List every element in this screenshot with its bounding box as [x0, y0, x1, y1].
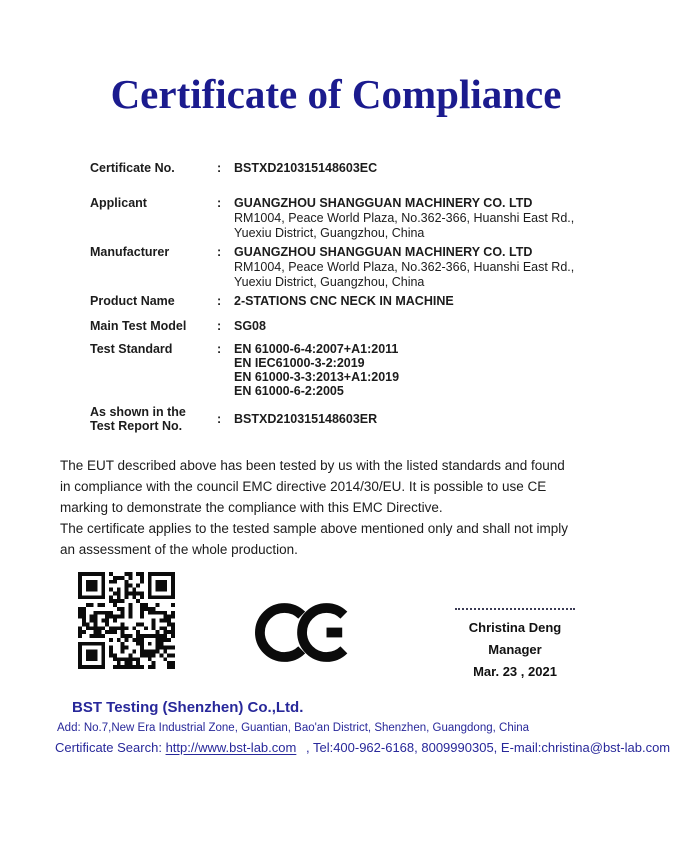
certificate-search-link[interactable]: http://www.bst-lab.com	[165, 740, 297, 755]
product-name-label: Product Name	[90, 294, 175, 308]
certificate-search-line	[55, 740, 670, 755]
statement-line: The EUT described above has been tested by us with the listed standards and found	[60, 458, 565, 473]
manufacturer-row	[90, 245, 630, 290]
statement-line: in compliance with the council EMC directive 2014/30/EU. It is possible to use CE	[60, 479, 547, 494]
colon: :	[217, 196, 222, 210]
product-name-row	[90, 294, 630, 309]
applicant-company: GUANGZHOU SHANGGUAN MACHINERY CO. LTD	[234, 196, 533, 210]
test-standard-item: EN 61000-3-3:2013+A1:2019	[234, 370, 400, 384]
qr-code-icon	[78, 572, 175, 669]
statement-line: an assessment of the whole production.	[60, 542, 298, 557]
signature-block	[435, 608, 595, 683]
compliance-statement	[60, 455, 670, 560]
main-test-model-value: SG08	[234, 319, 266, 333]
issuer-address: Add: No.7,New Era Industrial Zone, Guantian, Bao'an District, Shenzhen, Guangdong, China	[57, 722, 530, 734]
test-report-value: BSTXD210315148603ER	[234, 411, 378, 426]
test-report-row	[90, 405, 630, 433]
manufacturer-company: GUANGZHOU SHANGGUAN MACHINERY CO. LTD	[234, 245, 533, 259]
manufacturer-label: Manufacturer	[90, 245, 170, 259]
issuer-company-name: BST Testing (Shenzhen) Co.,Ltd.	[72, 699, 304, 716]
manufacturer-address-line1: RM1004, Peace World Plaza, No.362-366, Huanshi East Rd.,	[234, 260, 575, 274]
signatory-title: Manager	[488, 642, 542, 657]
test-report-label-line2: Test Report No.	[90, 419, 183, 433]
test-standard-item: EN IEC61000-3-2:2019	[234, 356, 365, 370]
colon: :	[217, 319, 222, 333]
issuer-contact-info: , Tel:400-962-6168, 8009990305, E-mail:christina@bst-lab.com	[305, 740, 671, 755]
manufacturer-address-line2: Yuexiu District, Guangzhou, China	[234, 275, 425, 289]
colon: :	[217, 294, 222, 308]
main-test-model-label: Main Test Model	[90, 319, 187, 333]
certificate-no-value: BSTXD210315148603EC	[234, 161, 378, 175]
page-title: Certificate of Compliance	[110, 71, 562, 117]
colon: :	[217, 161, 222, 175]
test-standard-item: EN 61000-6-2:2005	[234, 384, 344, 398]
test-standard-value	[234, 342, 630, 398]
signatory-name: Christina Deng	[468, 620, 562, 635]
ce-mark-icon	[254, 598, 352, 667]
signature-date: Mar. 23 , 2021	[473, 664, 557, 679]
statement-line: The certificate applies to the tested sample above mentioned only and shall not imply	[60, 521, 569, 536]
test-report-label	[90, 405, 217, 433]
applicant-address-line2: Yuexiu District, Guangzhou, China	[234, 226, 425, 240]
colon: :	[217, 411, 222, 426]
applicant-address-line1: RM1004, Peace World Plaza, No.362-366, Huanshi East Rd.,	[234, 211, 575, 225]
certificate-no-label: Certificate No.	[90, 161, 175, 175]
manufacturer-value	[234, 245, 630, 290]
applicant-label: Applicant	[90, 196, 147, 210]
test-standard-label: Test Standard	[90, 342, 173, 356]
certificate-no-row	[90, 161, 630, 176]
product-name-value: 2-STATIONS CNC NECK IN MACHINE	[234, 294, 454, 308]
certificate-details	[90, 158, 630, 433]
colon: :	[217, 342, 222, 356]
test-standard-item: EN 61000-6-4:2007+A1:2011	[234, 342, 399, 356]
applicant-value	[234, 196, 630, 241]
colon: :	[217, 245, 222, 259]
statement-line: marking to demonstrate the compliance with this EMC Directive.	[60, 500, 443, 515]
test-standard-row	[90, 342, 630, 398]
signature-dotted-line	[455, 608, 575, 610]
test-report-label-line1: As shown in the	[90, 405, 186, 419]
applicant-row	[90, 196, 630, 241]
certificate-search-label: Certificate Search:	[55, 740, 162, 755]
main-test-model-row	[90, 319, 630, 334]
